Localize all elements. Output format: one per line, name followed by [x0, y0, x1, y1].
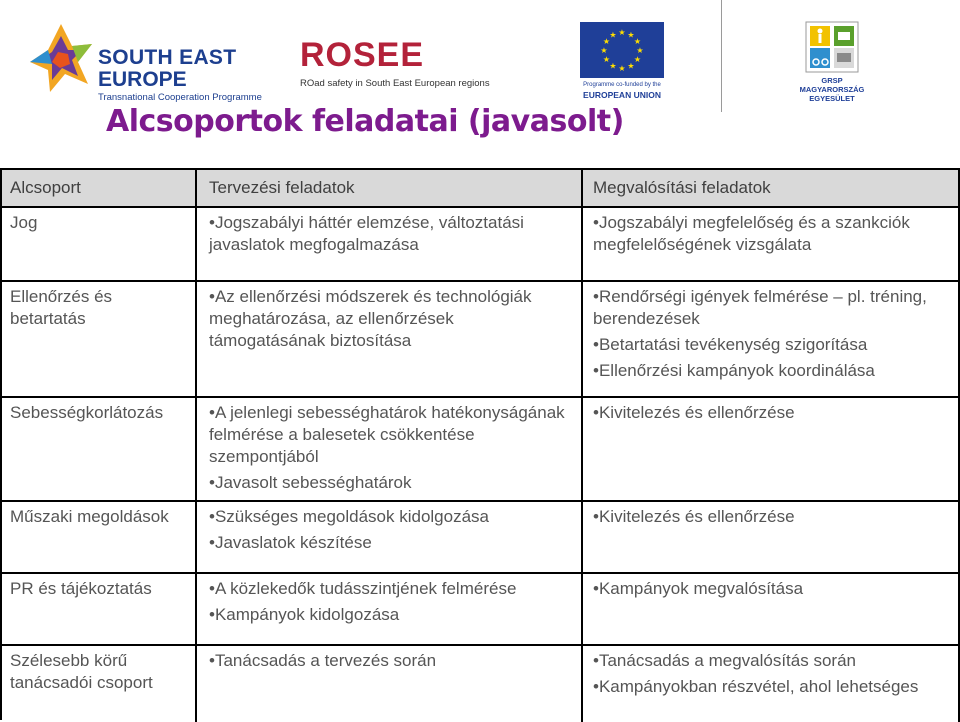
list-item: •A közlekedők tudásszintjének felmérése — [209, 579, 517, 598]
svg-text:★: ★ — [600, 46, 608, 55]
row-planning — [197, 282, 583, 396]
header-planning: Tervezési feladatok — [197, 170, 583, 206]
row-planning — [197, 208, 583, 280]
list-item: •Javaslatok készítése — [209, 533, 372, 552]
row-group: PR és tájékoztatás — [2, 574, 197, 644]
list-item: •Jogszabályi háttér elemzése, változtatási javaslatok megfogalmazása — [209, 213, 524, 254]
rosee-logo — [296, 30, 506, 100]
svg-text:★: ★ — [636, 46, 644, 55]
svg-text:★: ★ — [633, 55, 642, 64]
svg-text:★: ★ — [627, 30, 635, 40]
list-item: •Ellenőrzési kampányok koordinálása — [593, 361, 875, 380]
grsp-title-line3: EGYESÜLET — [809, 94, 855, 103]
road-safety-icon — [804, 20, 860, 74]
list-item: •Jogszabályi megfelelőség és a szankciók megfelelőségének vizsgálata — [593, 213, 910, 254]
row-group: Sebességkorlátozás — [2, 398, 197, 500]
page-title: Alcsoportok feladatai (javasolt) — [106, 104, 624, 139]
see-star-icon — [28, 22, 94, 94]
row-group: Ellenőrzés és betartatás — [2, 282, 197, 396]
svg-text:★: ★ — [627, 61, 635, 71]
header-divider — [721, 0, 722, 112]
row-implementation — [583, 502, 960, 572]
list-item: •Kampányok kidolgozása — [209, 605, 400, 624]
list-item: •Kampányok megvalósítása — [593, 579, 804, 598]
list-item: •Kampányokban részvétel, ahol lehetséges — [593, 677, 919, 696]
svg-text:★: ★ — [602, 37, 611, 46]
see-title-line1: SOUTH EAST — [98, 46, 237, 69]
eu-caption-line1: Programme co-funded by the — [583, 82, 661, 88]
row-implementation — [583, 398, 960, 500]
list-item: •Kivitelezés és ellenőrzése — [593, 507, 795, 526]
list-item: •Szükséges megoldások kidolgozása — [209, 507, 490, 526]
table-row — [2, 208, 960, 282]
svg-text:★: ★ — [618, 64, 626, 73]
list-item: •Az ellenőrzési módszerek és technológiák meghatározása, az ellenőrzések támogatásának biztosítása — [209, 287, 532, 350]
row-implementation — [583, 574, 960, 644]
grsp-logo — [796, 18, 868, 104]
eu-flag-icon — [580, 22, 664, 78]
list-item: •A jelenlegi sebességhatárok hatékonyságának felmérése a balesetek csökkentése szempontjából — [209, 403, 565, 466]
header-subgroup: Alcsoport — [2, 170, 197, 206]
table-row — [2, 502, 960, 574]
table-row — [2, 646, 960, 722]
row-planning — [197, 502, 583, 572]
list-item: •Tanácsadás a tervezés során — [209, 651, 437, 670]
grsp-title-line1: GRSP — [821, 76, 843, 85]
see-tagline: Transnational Cooperation Programme — [98, 92, 262, 103]
svg-text:★: ★ — [618, 28, 626, 37]
south-east-europe-logo — [28, 22, 262, 103]
row-implementation — [583, 282, 960, 396]
logo-bar — [0, 0, 960, 120]
grsp-title-line2: MAGYARORSZÁG — [799, 85, 865, 94]
row-group: Műszaki megoldások — [2, 502, 197, 572]
rosee-title: ROSEE — [300, 36, 425, 74]
list-item: •Javasolt sebességhatárok — [209, 473, 412, 492]
row-group: Jog — [2, 208, 197, 280]
row-implementation — [583, 208, 960, 280]
row-implementation — [583, 646, 960, 722]
svg-text:★: ★ — [633, 37, 642, 46]
header-implementation: Megvalósítási feladatok — [583, 170, 960, 206]
list-item: •Tanácsadás a megvalósítás során — [593, 651, 856, 670]
task-table — [0, 168, 960, 720]
table-row — [2, 398, 960, 502]
rosee-subtitle: ROad safety in South East European regions — [300, 78, 490, 89]
svg-text:★: ★ — [609, 61, 617, 71]
list-item: •Kivitelezés és ellenőrzése — [593, 403, 795, 422]
eu-logo — [580, 22, 664, 102]
table-header-row — [2, 170, 960, 208]
row-planning — [197, 574, 583, 644]
table-row — [2, 282, 960, 398]
eu-caption-line2: EUROPEAN UNION — [583, 90, 661, 100]
row-planning — [197, 646, 583, 722]
list-item: •Betartatási tevékenység szigorítása — [593, 335, 868, 354]
list-item: •Rendőrségi igények felmérése – pl. tréning, berendezések — [593, 287, 927, 328]
row-group: Szélesebb körű tanácsadói csoport — [2, 646, 197, 722]
svg-text:★: ★ — [609, 30, 617, 40]
row-planning — [197, 398, 583, 500]
table-row — [2, 574, 960, 646]
see-title-line2: EUROPE — [98, 68, 187, 91]
svg-text:★: ★ — [602, 55, 611, 64]
